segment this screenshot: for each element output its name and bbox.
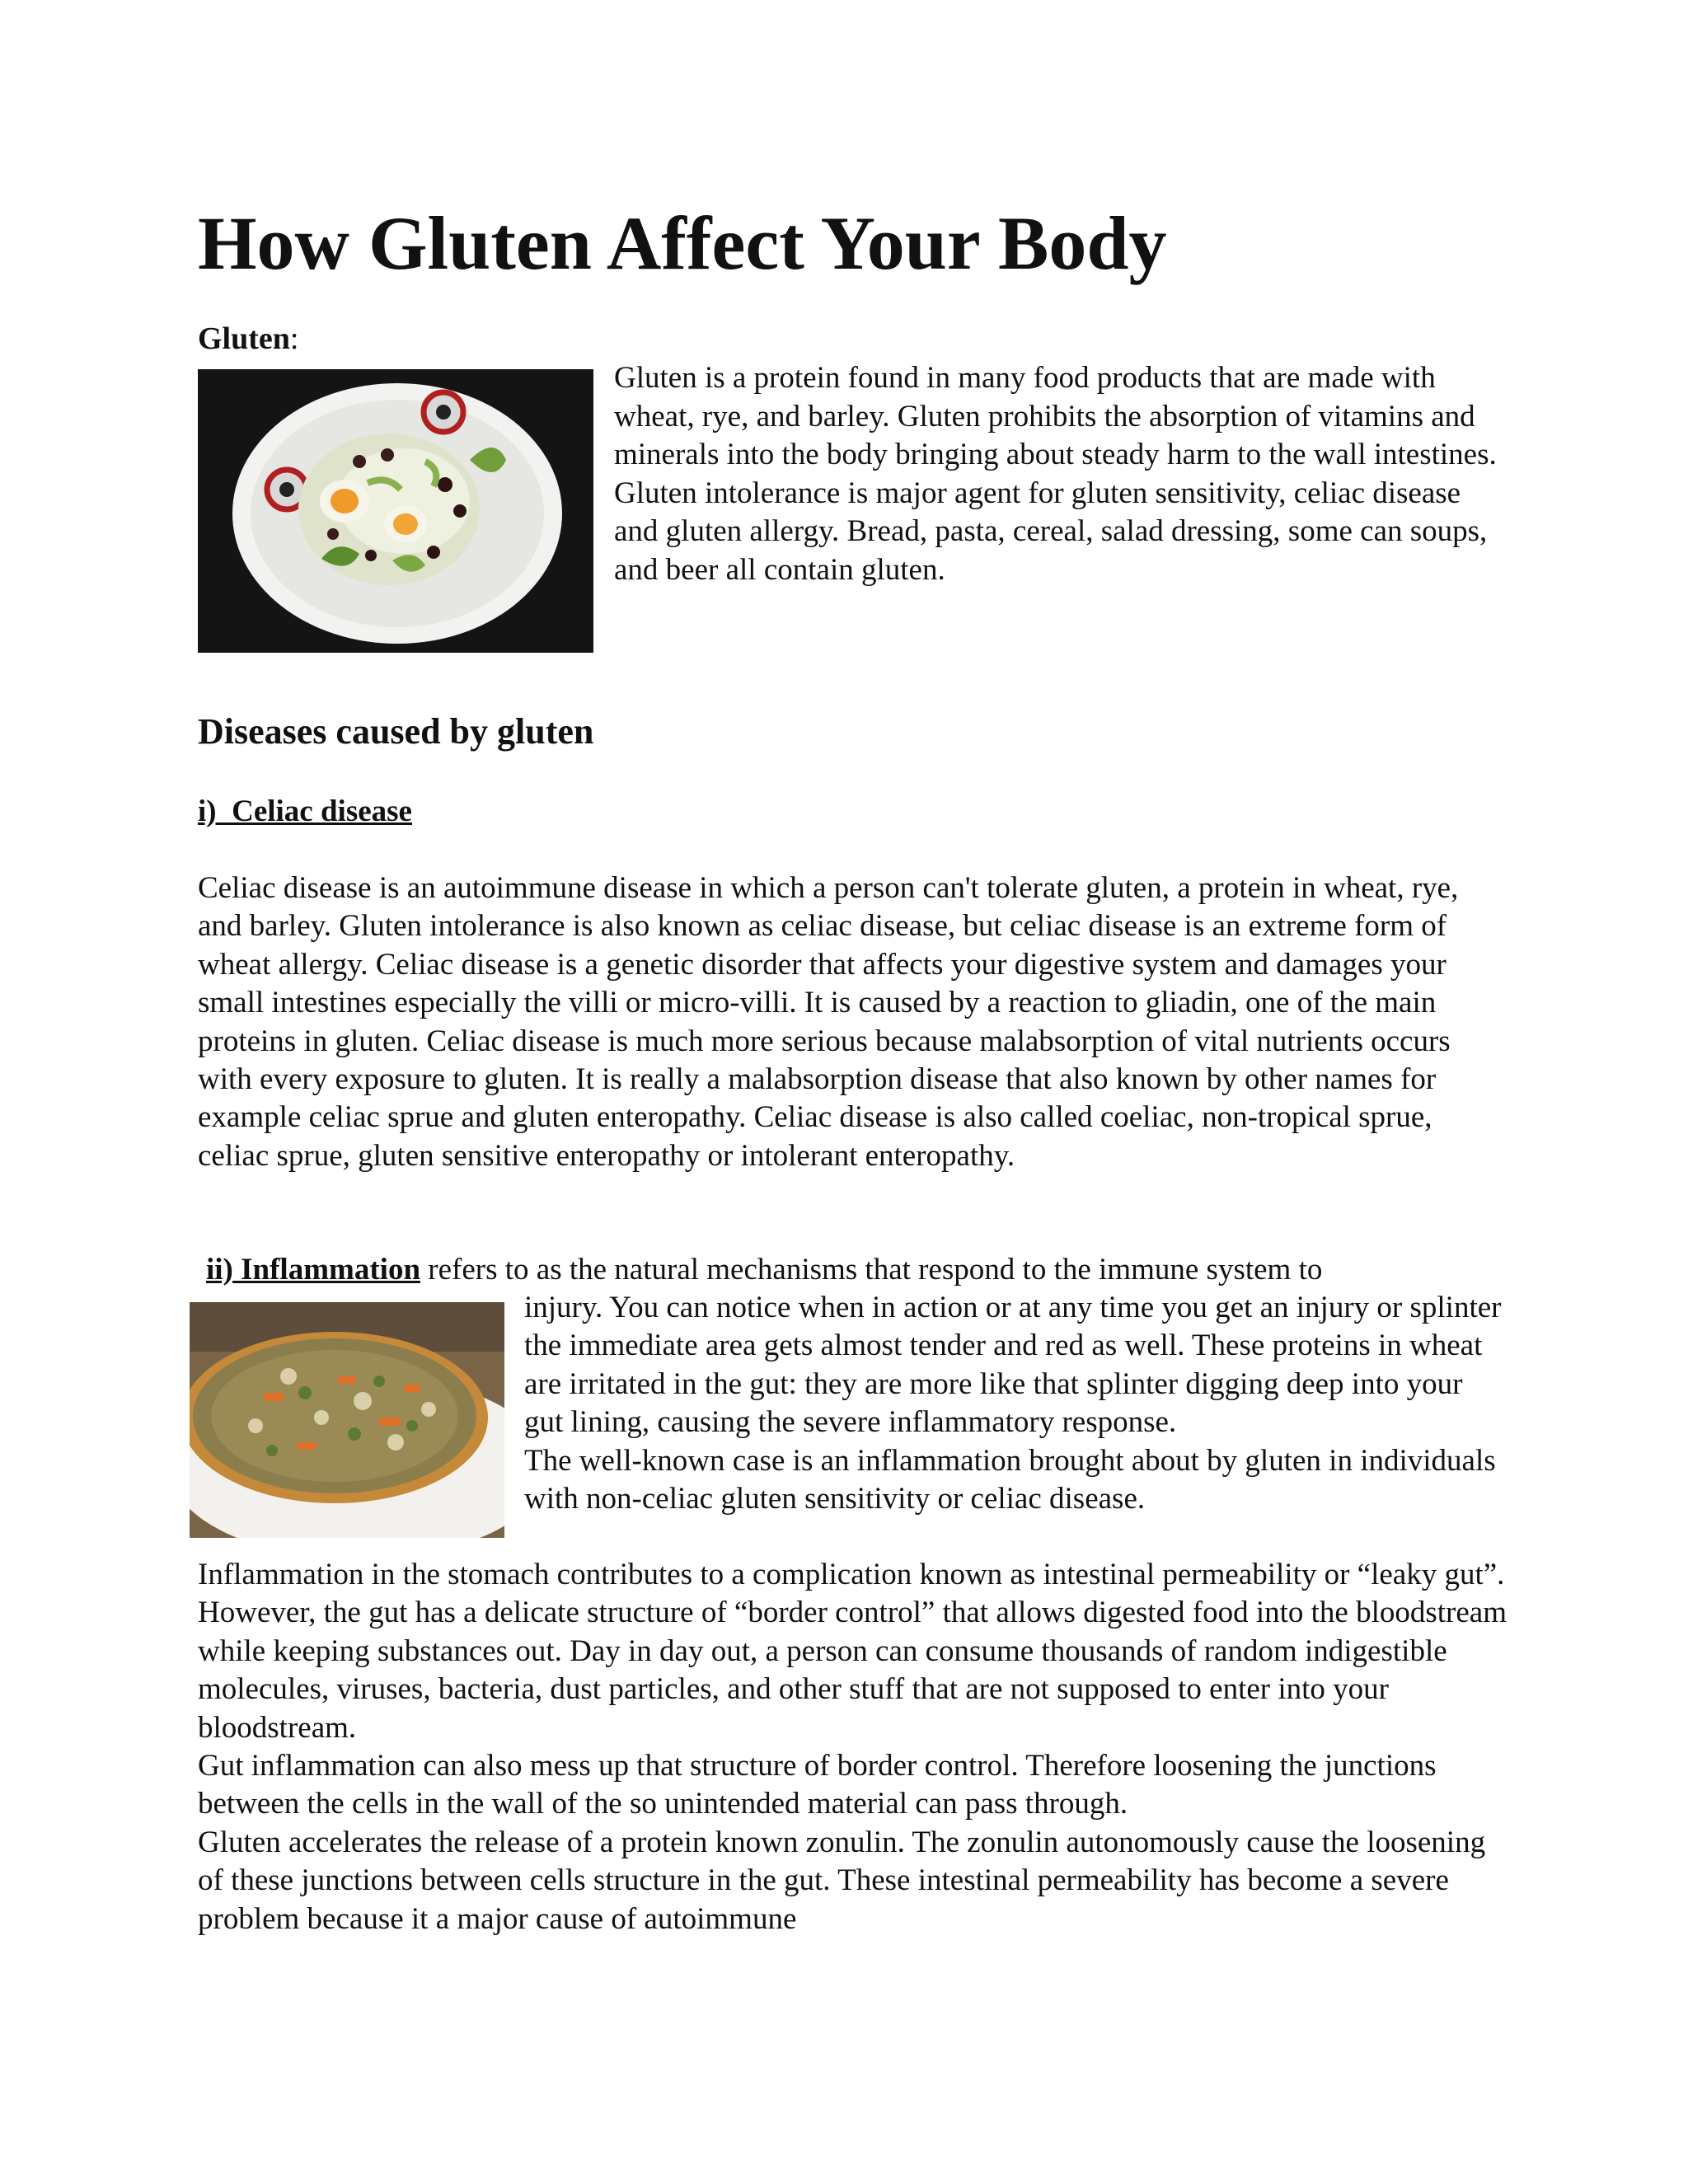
salad-plate-image <box>198 369 593 653</box>
inflammation-paragraph-3: Inflammation in the stomach contributes to a complication known as intestinal permeability or “leaky gut”. However, the gut has a delicate structure of “border control” that allows digested food into the bloodstream while keeping substances out. Day in day out, a person can consume thousands of random indigestible molecules, viruses, bacteria, dust particles, and other stuff that are not supposed to enter into your bloodstream. <box>198 1558 1507 1745</box>
inflammation-paragraph-2: The well-known case is an inflammation brought about by gluten in individuals with non-celiac gluten sensitivity or celiac disease. <box>524 1443 1496 1516</box>
inflammation-lead-line <box>206 1251 1525 1289</box>
inflammation-heading: ii) Inflammation <box>206 1253 421 1286</box>
inflammation-paragraph-4: Gut inflammation can also mess up that structure of border control. Therefore loosening the junctions between the cells in the wall of the so unintended material can pass through. <box>198 1749 1437 1821</box>
gluten-label <box>198 320 298 358</box>
inflammation-paragraph-1: injury. You can notice when in action or at any time you get an injury or splinter the immediate area gets almost tender and red as well. These proteins in wheat are irritated in the gut: they are more like that splinter digging deep into your gut lining, causing the severe inflammatory response. <box>524 1291 1502 1440</box>
inflammation-lead-text: refers to as the natural mechanisms that respond to the immune system to <box>420 1253 1323 1286</box>
gluten-intro-paragraph: Gluten is a protein found in many food products that are made with wheat, rye, and barley. Gluten prohibits the absorption of vitamins and minerals into the body bringing about steady harm to the wall intestines. Gluten intolerance is major agent for gluten sensitivity, celiac disease and gluten allergy. Bread, pasta, cereal, salad dressing, some can soups, and beer all contain gluten. <box>614 361 1497 587</box>
pizza-image <box>190 1302 504 1538</box>
diseases-heading: Diseases caused by gluten <box>198 711 594 752</box>
inflammation-side-text <box>524 1289 1505 1518</box>
gluten-label-word: Gluten <box>198 321 290 356</box>
inflammation-paragraph-5: Gluten accelerates the release of a protein known zonulin. The zonulin autonomously cause the loosening of these junctions between cells structure in the gut. These intestinal permeability has become a severe problem because it a major cause of autoimmune <box>198 1825 1486 1936</box>
page-title: How Gluten Affect Your Body <box>198 201 1167 285</box>
celiac-heading: i) Celiac disease <box>198 794 412 828</box>
gluten-label-colon: : <box>289 321 299 356</box>
celiac-paragraph: Celiac disease is an autoimmune disease in which a person can't tolerate gluten, a protein in wheat, rye, and barley. Gluten intolerance is also known as celiac disease, but celiac disease is an extreme form of wheat allergy. Celiac disease is a genetic disorder that affects your digestive system and damages your small intestines especially the villi or micro-villi. It is caused by a reaction to gliadin, one of the main proteins in gluten. Celiac disease is much more serious because malabsorption of vital nutrients occurs with every exposure to gluten. It is really a malabsorption disease that also known by other names for example celiac sprue and gluten enteropathy. Celiac disease is also called coeliac, non-tropical sprue, celiac sprue, gluten sensitive enteropathy or intolerant enteropathy. <box>198 871 1459 1173</box>
inflammation-body-text <box>198 1556 1508 1938</box>
